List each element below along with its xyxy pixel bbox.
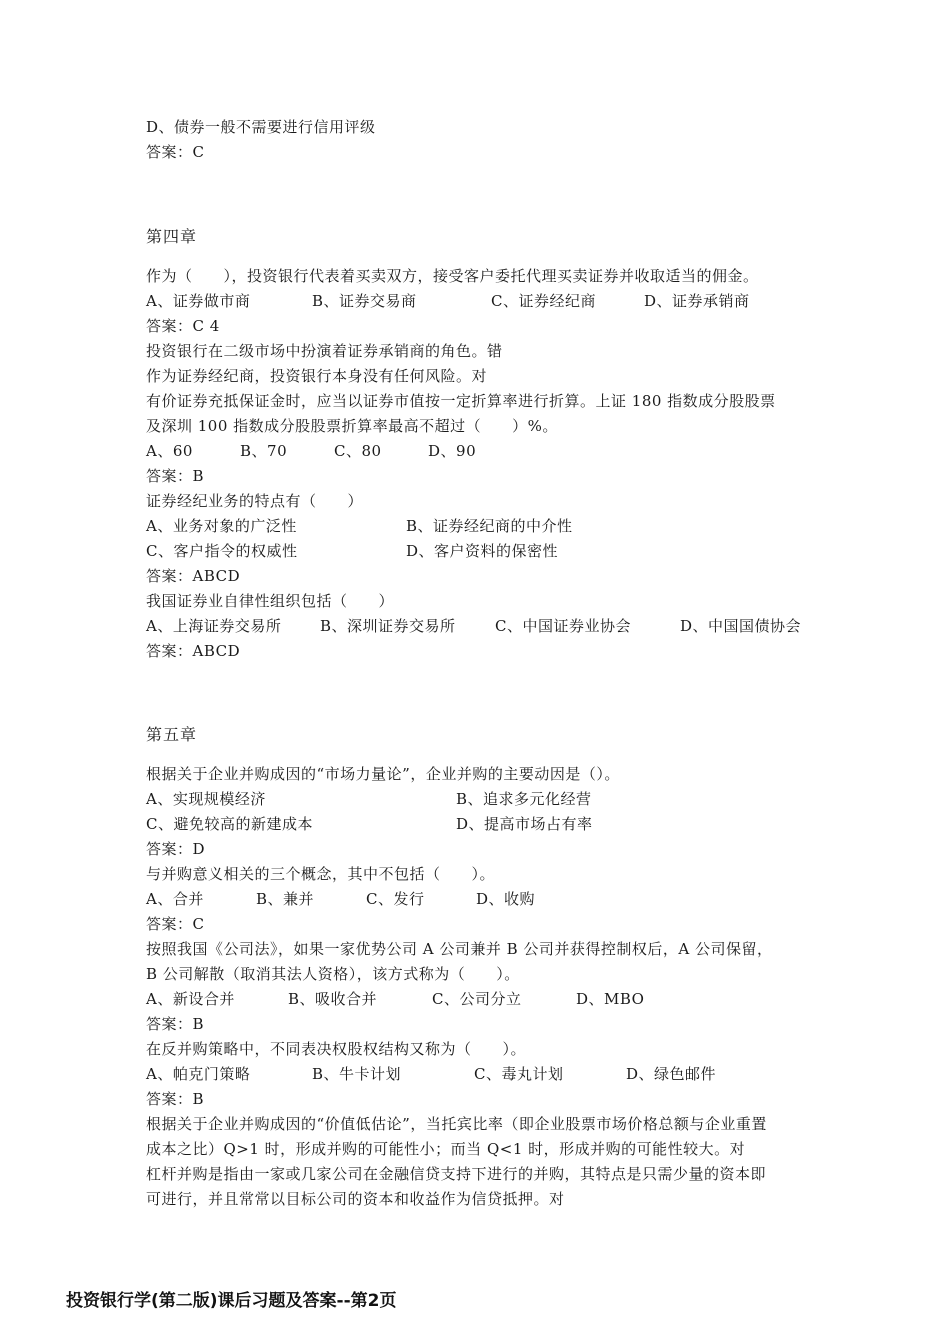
option-a: A、实现规模经济 [146,790,266,808]
question-line: 成本之比）Q>1 时，形成并购的可能性小；而当 Q<1 时，形成并购的可能性较大。对 [146,1140,746,1158]
option-b: B、牛卡计划 [312,1065,402,1083]
option-c: C、公司分立 [432,990,522,1008]
option-a: A、新设合并 [146,990,235,1008]
text-line: D、债券一般不需要进行信用评级 [146,118,376,136]
question-line: 我国证券业自律性组织包括（ ） [146,592,395,610]
option-d: D、中国国债协会 [680,617,802,635]
answer-line: 答案：C [146,915,205,933]
option-c: C、避免较高的新建成本 [146,815,313,833]
question-line: 作为证券经纪商，投资银行本身没有任何风险。对 [146,367,488,385]
option-b: B、证券经纪商的中介性 [406,517,573,535]
option-b: B、70 [240,442,288,460]
question-line: 与并购意义相关的三个概念，其中不包括（ ）。 [146,865,496,883]
answer-line: 答案：D [146,840,206,858]
option-c: C、80 [334,442,382,460]
question-line: 按照我国《公司法》，如果一家优势公司 A 公司兼并 B 公司并获得控制权后，A 公司保留， [146,940,773,958]
option-a: A、上海证券交易所 [146,617,282,635]
option-b: B、吸收合并 [288,990,378,1008]
question-line: B 公司解散（取消其法人资格），该方式称为（ ）。 [146,965,520,983]
answer-line: 答案：C [146,143,205,161]
option-b: B、深圳证券交易所 [320,617,456,635]
question-line: 作为（ ），投资银行代表着买卖双方，接受客户委托代理买卖证券并收取适当的佣金。 [146,267,759,285]
page-footer-title: 投资银行学(第二版)课后习题及答案--第2页 [66,1291,397,1311]
option-a: A、帕克门策略 [146,1065,251,1083]
answer-line: 答案：ABCD [146,567,241,585]
option-c: C、毒丸计划 [474,1065,564,1083]
option-a: A、60 [146,442,193,460]
option-d: D、提高市场占有率 [456,815,593,833]
option-d: D、MBO [576,990,645,1008]
option-a: A、业务对象的广泛性 [146,517,297,535]
question-line: 根据关于企业并购成因的“价值低估论”，当托宾比率（即企业股票市场价格总额与企业重置 [146,1115,767,1133]
option-d: D、收购 [476,890,536,908]
option-d: D、证券承销商 [644,292,750,310]
answer-line: 答案：B [146,1015,205,1033]
question-line: 杠杆并购是指由一家或几家公司在金融信贷支持下进行的并购，其特点是只需少量的资本即 [146,1165,767,1183]
option-a: A、合并 [146,890,204,908]
option-c: C、发行 [366,890,425,908]
question-line: 在反并购策略中，不同表决权股权结构又称为（ ）。 [146,1040,527,1058]
question-line: 可进行，并且常常以目标公司的资本和收益作为信贷抵押。对 [146,1190,565,1208]
question-line: 根据关于企业并购成因的“市场力量论”，企业并购的主要动因是（）。 [146,765,620,783]
chapter-heading-4: 第四章 [146,227,198,246]
question-line: 投资银行在二级市场中扮演着证券承销商的角色。错 [146,342,503,360]
option-a: A、证券做市商 [146,292,251,310]
question-line: 证券经纪业务的特点有（ ） [146,492,364,510]
option-d: D、客户资料的保密性 [406,542,559,560]
answer-line: 答案：ABCD [146,642,241,660]
question-line: 及深圳 100 指数成分股股票折算率最高不超过（ ）%。 [146,417,558,435]
chapter-heading-5: 第五章 [146,725,198,744]
option-d: D、90 [428,442,477,460]
option-d: D、绿色邮件 [626,1065,717,1083]
answer-line: 答案：B [146,1090,205,1108]
answer-line: 答案：B [146,467,205,485]
option-b: B、证券交易商 [312,292,417,310]
answer-line: 答案：C 4 [146,317,220,335]
question-line: 有价证券充抵保证金时，应当以证券市值按一定折算率进行折算。上证 180 指数成分股股票 [146,392,776,410]
option-c: C、证券经纪商 [491,292,596,310]
option-c: C、客户指令的权威性 [146,542,298,560]
option-b: B、追求多元化经营 [456,790,592,808]
option-b: B、兼并 [256,890,315,908]
option-c: C、中国证券业协会 [495,617,631,635]
